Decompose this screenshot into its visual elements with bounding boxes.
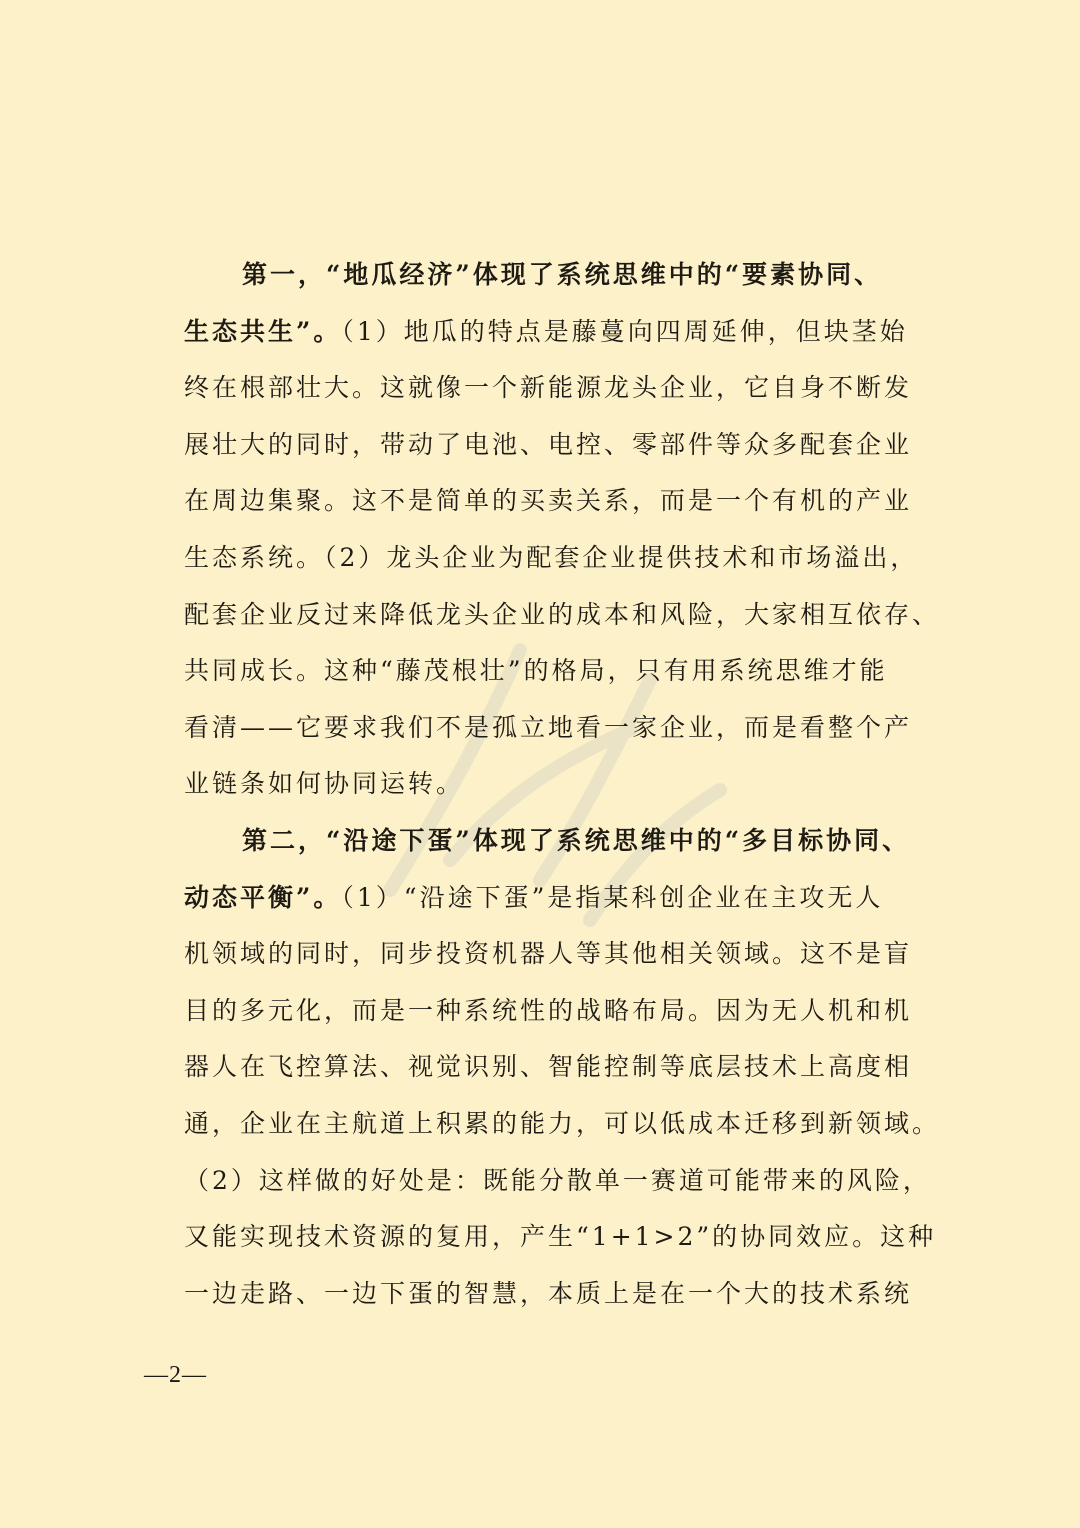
text-line: 共同成长。这种“藤茂根壮”的格局，只有用系统思维才能 xyxy=(184,656,888,686)
text-line xyxy=(184,870,954,927)
text-line: 目的多元化，而是一种系统性的战略布局。因为无人机和机 xyxy=(184,995,913,1025)
paragraph-1 xyxy=(184,247,954,813)
bold-heading: 生态共生”。 xyxy=(184,316,342,346)
body-text xyxy=(184,247,954,1322)
text-line: 看清——它要求我们不是孤立地看一家企业，而是看整个产 xyxy=(184,712,913,742)
line-text: （1）地瓜的特点是藤蔓向四周延伸，但块茎始 xyxy=(341,316,908,346)
bold-heading: 第一，“地瓜经济”体现了系统思维中的“要素协同、 xyxy=(242,260,883,289)
page-number: —2— xyxy=(144,1362,207,1388)
text-line: 机领域的同时，同步投资机器人等其他相关领域。这不是盲 xyxy=(184,939,913,969)
text-line: 器人在飞控算法、视觉识别、智能控制等底层技术上高度相 xyxy=(184,1052,913,1082)
text-line: 展壮大的同时，带动了电池、电控、零部件等众多配套企业 xyxy=(184,429,913,459)
text-line: 终在根部壮大。这就像一个新能源龙头企业，它自身不断发 xyxy=(184,373,913,403)
text-line xyxy=(184,813,954,870)
text-line xyxy=(184,247,954,304)
bold-heading: 动态平衡”。 xyxy=(184,882,342,912)
text-line: 生态系统。（2）龙头企业为配套企业提供技术和市场溢出， xyxy=(184,542,919,572)
text-line: 配套企业反过来降低龙头企业的成本和风险，大家相互依存、 xyxy=(184,599,941,629)
text-line: 通，企业在主航道上积累的能力，可以低成本迁移到新领域。 xyxy=(184,1108,941,1138)
text-line: 一边走路、一边下蛋的智慧，本质上是在一个大的技术系统 xyxy=(184,1278,913,1308)
text-line: （2）这样做的好处是：既能分散单一赛道可能带来的风险， xyxy=(184,1165,931,1195)
text-line: 业链条如何协同运转。 xyxy=(184,769,465,799)
text-line xyxy=(184,304,954,361)
bold-heading: 第二，“沿途下蛋”体现了系统思维中的“多目标协同、 xyxy=(242,825,911,855)
text-line: 在周边集聚。这不是简单的买卖关系，而是一个有机的产业 xyxy=(184,486,913,516)
line-text: （1）“沿途下蛋”是指某科创企业在主攻无人 xyxy=(341,882,884,912)
paragraph-2 xyxy=(184,813,954,1322)
text-line: 又能实现技术资源的复用，产生“1+1>2”的协同效应。这种 xyxy=(184,1222,937,1252)
